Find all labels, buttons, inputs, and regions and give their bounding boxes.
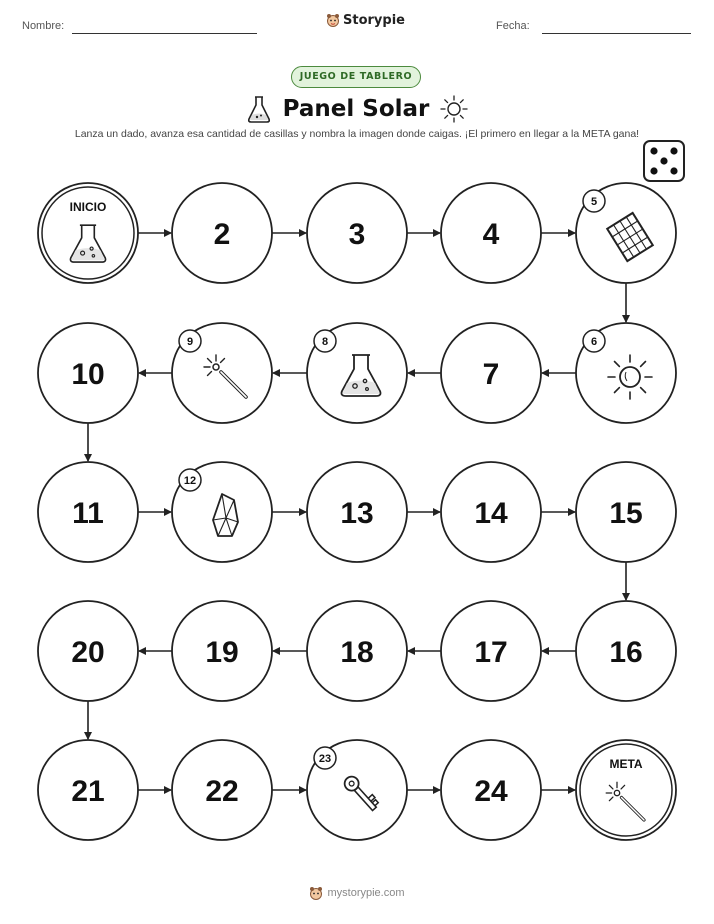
cell-inicio [38, 183, 138, 283]
cell-7 [441, 323, 541, 423]
cell-number: 24 [474, 775, 508, 808]
cell-number-badge [179, 469, 201, 491]
dice-pip [650, 147, 657, 154]
badge-number: 12 [183, 475, 197, 487]
name-label: Nombre: [22, 20, 65, 32]
cell-number: 4 [482, 218, 500, 251]
dice-pip [670, 147, 677, 154]
cell-10 [38, 323, 138, 423]
cell-number-badge [583, 330, 605, 352]
cell-number: 22 [205, 775, 239, 808]
cell-13 [307, 462, 407, 562]
cell-number: 21 [71, 775, 105, 808]
cell-number-badge [314, 330, 336, 352]
cell-16 [576, 601, 676, 701]
cell-number: 11 [72, 497, 104, 530]
cell-number: 20 [71, 636, 105, 669]
footer-url: mystorypie.com [327, 887, 405, 899]
footer [0, 885, 714, 901]
badge-number: 6 [590, 336, 598, 348]
dice-pip [650, 167, 657, 174]
cell-label: META [609, 757, 643, 771]
storypie-mascot-icon [309, 885, 323, 901]
cell-8 [307, 323, 407, 423]
cell-21 [38, 740, 138, 840]
dice-icon [644, 141, 684, 181]
badge-number: 8 [321, 336, 329, 348]
dice-pip [670, 167, 677, 174]
cell-2 [172, 183, 272, 283]
cell-20 [38, 601, 138, 701]
cell-5 [576, 183, 676, 283]
cell-23 [307, 740, 407, 840]
cell-number: 10 [71, 358, 105, 391]
cell-12 [172, 462, 272, 562]
cell-3 [307, 183, 407, 283]
cell-meta [576, 740, 676, 840]
cell-number: 17 [474, 636, 508, 669]
badge-number: 5 [590, 196, 598, 208]
cell-number-badge [179, 330, 201, 352]
cell-number: 15 [609, 497, 643, 530]
cell-number: 2 [213, 218, 231, 251]
date-label: Fecha: [496, 20, 530, 32]
cell-number: 7 [482, 358, 500, 391]
cell-15 [576, 462, 676, 562]
cell-number: 14 [474, 497, 508, 530]
cell-4 [441, 183, 541, 283]
cell-number: 13 [340, 497, 374, 530]
board-cells [38, 183, 676, 840]
badge-number: 9 [186, 336, 194, 348]
cell-11 [38, 462, 138, 562]
cell-label: INICIO [69, 200, 107, 214]
cell-number: 18 [340, 636, 374, 669]
cell-number: 19 [205, 636, 239, 669]
cell-18 [307, 601, 407, 701]
badge-number: 23 [318, 753, 332, 765]
cell-number-badge [314, 747, 336, 769]
cell-6 [576, 323, 676, 423]
cell-14 [441, 462, 541, 562]
cell-number: 3 [348, 218, 366, 251]
brand-name: Storypie [343, 12, 405, 28]
dice-pip [660, 157, 667, 164]
cell-9 [172, 323, 272, 423]
page-title: Panel Solar [282, 96, 430, 122]
instructions: Lanza un dado, avanza esa cantidad de casillas y nombra la imagen donde caigas. ¡El primero en llegar a la META gana! [74, 128, 640, 140]
cell-number: 16 [609, 636, 643, 669]
cell-17 [441, 601, 541, 701]
cell-number-badge [583, 190, 605, 212]
cell-19 [172, 601, 272, 701]
cell-24 [441, 740, 541, 840]
category-badge: JUEGO DE TABLERO [291, 66, 421, 88]
cell-22 [172, 740, 272, 840]
